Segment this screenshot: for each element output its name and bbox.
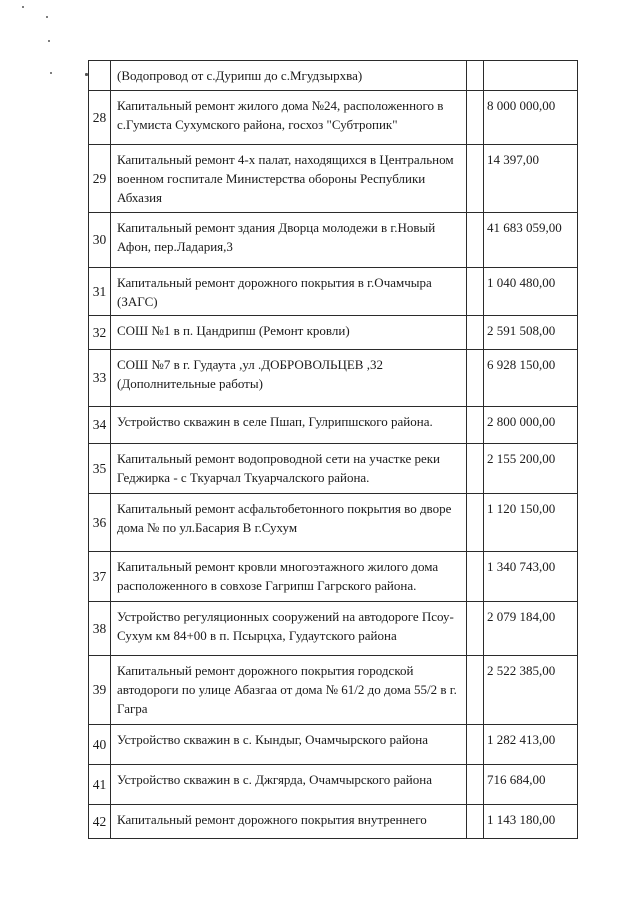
row-amount: 1 282 413,00 xyxy=(484,725,578,765)
spacer-cell xyxy=(467,350,484,407)
row-amount: 2 591 508,00 xyxy=(484,316,578,350)
table-row xyxy=(89,805,578,839)
row-description: Капитальный ремонт дорожного покрытия городской автодороги по улице Абазгаа от дома № 61/2 до дома 55/2 в г. Гагра xyxy=(111,656,467,725)
row-description: Устройство скважин в с. Кындыг, Очамчырского района xyxy=(111,725,467,765)
row-amount: 1 040 480,00 xyxy=(484,268,578,316)
row-amount: 716 684,00 xyxy=(484,765,578,805)
table-row xyxy=(89,407,578,444)
scan-speck xyxy=(48,40,50,42)
row-number: 31 xyxy=(89,268,111,316)
row-description: Капитальный ремонт дорожного покрытия в г.Очамчыра (ЗАГС) xyxy=(111,268,467,316)
spacer-cell xyxy=(467,61,484,91)
budget-table xyxy=(88,60,578,839)
row-description: Капитальный ремонт здания Дворца молодежи в г.Новый Афон, пер.Ладария,3 xyxy=(111,213,467,268)
spacer-cell xyxy=(467,444,484,494)
row-description: Капитальный ремонт жилого дома №24, расположенного в с.Гумиста Сухумского района, госхоз "Субтропик" xyxy=(111,91,467,145)
row-number: 38 xyxy=(89,602,111,656)
row-number: 40 xyxy=(89,725,111,765)
row-description: (Водопровод от с.Дурипш до с.Мгудзырхва) xyxy=(111,61,467,91)
row-amount: 2 155 200,00 xyxy=(484,444,578,494)
table-row xyxy=(89,213,578,268)
spacer-cell xyxy=(467,145,484,213)
row-amount: 2 522 385,00 xyxy=(484,656,578,725)
scan-speck xyxy=(46,16,48,18)
row-amount: 41 683 059,00 xyxy=(484,213,578,268)
row-number: 28 xyxy=(89,91,111,145)
row-number: 29 xyxy=(89,145,111,213)
spacer-cell xyxy=(467,316,484,350)
row-description: СОШ №7 в г. Гудаута ,ул .ДОБРОВОЛЬЦЕВ ,32 (Дополнительные работы) xyxy=(111,350,467,407)
spacer-cell xyxy=(467,213,484,268)
table-row xyxy=(89,765,578,805)
scan-speck xyxy=(50,72,52,74)
row-amount: 1 143 180,00 xyxy=(484,805,578,839)
row-description: Капитальный ремонт асфальтобетонного покрытия во дворе дома № по ул.Басария В г.Сухум xyxy=(111,494,467,552)
row-amount: 2 079 184,00 xyxy=(484,602,578,656)
row-number: 33 xyxy=(89,350,111,407)
table-row xyxy=(89,552,578,602)
table-row xyxy=(89,91,578,145)
row-amount: 14 397,00 xyxy=(484,145,578,213)
row-description: Капитальный ремонт дорожного покрытия внутреннего xyxy=(111,805,467,839)
row-description: Капитальный ремонт кровли многоэтажного жилого дома расположенного в совхозе Гагрипш Гагрского района. xyxy=(111,552,467,602)
row-description: Устройство скважин в с. Джгярда, Очамчырского района xyxy=(111,765,467,805)
spacer-cell xyxy=(467,407,484,444)
row-description: Капитальный ремонт 4-х палат, находящихся в Центральном военном госпитале Министерства обороны Республики Абхазия xyxy=(111,145,467,213)
row-amount: 2 800 000,00 xyxy=(484,407,578,444)
spacer-cell xyxy=(467,91,484,145)
table-row xyxy=(89,602,578,656)
row-number xyxy=(89,61,111,91)
row-description: Устройство скважин в селе Пшап, Гулрипшского района. xyxy=(111,407,467,444)
table-row xyxy=(89,145,578,213)
table-row xyxy=(89,350,578,407)
row-number: 41 xyxy=(89,765,111,805)
row-number: 36 xyxy=(89,494,111,552)
spacer-cell xyxy=(467,494,484,552)
row-amount: 1 340 743,00 xyxy=(484,552,578,602)
spacer-cell xyxy=(467,552,484,602)
table-row xyxy=(89,656,578,725)
row-number: 34 xyxy=(89,407,111,444)
table-row xyxy=(89,61,578,91)
row-description: Устройство регуляционных сооружений на автодороге Псоу-Сухум км 84+00 в п. Псырцха, Гудаутского района xyxy=(111,602,467,656)
row-number: 35 xyxy=(89,444,111,494)
spacer-cell xyxy=(467,268,484,316)
scan-speck xyxy=(22,6,24,8)
spacer-cell xyxy=(467,805,484,839)
table-row xyxy=(89,316,578,350)
row-description: СОШ №1 в п. Цандрипш (Ремонт кровли) xyxy=(111,316,467,350)
row-number: 39 xyxy=(89,656,111,725)
table-row xyxy=(89,268,578,316)
row-amount: 6 928 150,00 xyxy=(484,350,578,407)
spacer-cell xyxy=(467,602,484,656)
row-number: 30 xyxy=(89,213,111,268)
row-amount: 1 120 150,00 xyxy=(484,494,578,552)
table-row xyxy=(89,494,578,552)
row-description: Капитальный ремонт водопроводной сети на участке реки Геджирка - с Ткуарчал Ткуарчалского района. xyxy=(111,444,467,494)
table-row xyxy=(89,725,578,765)
spacer-cell xyxy=(467,725,484,765)
row-amount: 8 000 000,00 xyxy=(484,91,578,145)
spacer-cell xyxy=(467,765,484,805)
row-amount xyxy=(484,61,578,91)
spacer-cell xyxy=(467,656,484,725)
row-number: 32 xyxy=(89,316,111,350)
row-number: 42 xyxy=(89,805,111,839)
table-row xyxy=(89,444,578,494)
row-number: 37 xyxy=(89,552,111,602)
